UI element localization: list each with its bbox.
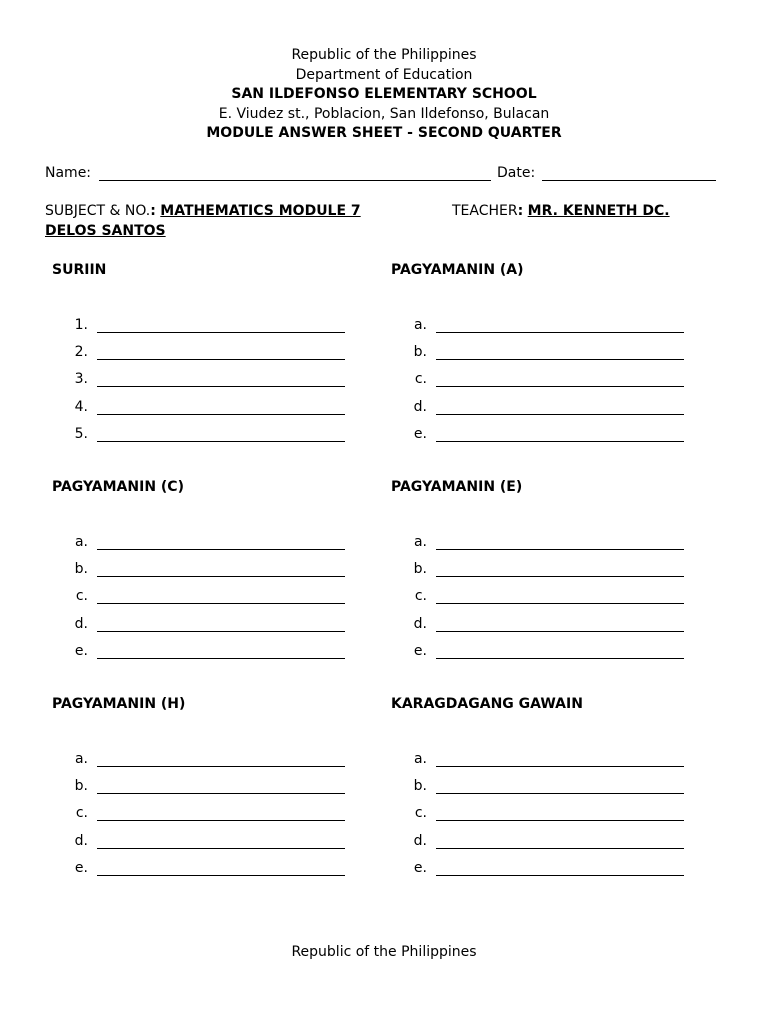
section-title: PAGYAMANIN (E) xyxy=(391,479,523,495)
answer-item-label: 5. xyxy=(74,425,88,442)
answer-line[interactable] xyxy=(436,848,684,849)
answer-item-label: d. xyxy=(74,832,88,849)
answer-line[interactable] xyxy=(436,603,684,604)
answer-item-label: c. xyxy=(414,371,427,388)
answer-item-label: e. xyxy=(413,859,427,876)
answer-item-label: c. xyxy=(414,588,427,605)
header-republic: Republic of the Philippines xyxy=(291,47,477,63)
answer-item-label: a. xyxy=(413,534,427,550)
answer-line[interactable] xyxy=(436,793,684,794)
subject-value: MATHEMATICS MODULE 7 xyxy=(160,203,361,219)
answer-item-label: c. xyxy=(75,805,88,822)
answer-line[interactable] xyxy=(436,414,684,415)
section-title: PAGYAMANIN (C) xyxy=(52,479,184,495)
teacher-line xyxy=(452,202,670,220)
subject-line xyxy=(45,202,361,220)
answer-item-label: b. xyxy=(74,561,88,578)
answer-item-label: e. xyxy=(413,425,427,442)
answer-line[interactable] xyxy=(436,332,684,333)
answer-item-label: c. xyxy=(414,805,427,822)
answer-line[interactable] xyxy=(97,875,345,876)
header-address: E. Viudez st., Poblacion, San Ildefonso, Bulacan xyxy=(218,106,550,122)
header-sheet-title: MODULE ANSWER SHEET - SECOND QUARTER xyxy=(206,125,562,141)
teacher-value-first: MR. KENNETH DC. xyxy=(527,203,670,219)
answer-line[interactable] xyxy=(97,332,345,333)
name-field[interactable] xyxy=(99,180,491,181)
answer-item-label: e. xyxy=(74,859,88,876)
subject-label: SUBJECT & NO. xyxy=(45,203,151,219)
answer-item-label: 3. xyxy=(74,371,88,388)
answer-line[interactable] xyxy=(436,386,684,387)
subject-separator: : xyxy=(150,203,156,219)
answer-item-label: a. xyxy=(413,317,427,333)
answer-line[interactable] xyxy=(97,658,345,659)
answer-line[interactable] xyxy=(436,658,684,659)
answer-item-label: d. xyxy=(413,832,427,849)
answer-item-label: a. xyxy=(74,534,88,550)
teacher-value-second: DELOS SANTOS xyxy=(45,223,166,239)
answer-line[interactable] xyxy=(97,848,345,849)
answer-item-label: a. xyxy=(74,751,88,767)
answer-line[interactable] xyxy=(97,766,345,767)
answer-line[interactable] xyxy=(97,549,345,550)
answer-item-label: e. xyxy=(413,642,427,659)
section-title: KARAGDAGANG GAWAIN xyxy=(391,696,583,712)
answer-line[interactable] xyxy=(97,576,345,577)
answer-line[interactable] xyxy=(436,820,684,821)
answer-line[interactable] xyxy=(436,875,684,876)
date-label: Date: xyxy=(497,165,536,181)
header-department: Department of Education xyxy=(295,67,473,83)
header-school: SAN ILDEFONSO ELEMENTARY SCHOOL xyxy=(231,86,537,102)
answer-line[interactable] xyxy=(436,441,684,442)
answer-line[interactable] xyxy=(436,549,684,550)
section-title: SURIIN xyxy=(52,262,107,278)
answer-item-label: d. xyxy=(413,398,427,415)
teacher-label: TEACHER xyxy=(452,203,518,219)
answer-line[interactable] xyxy=(436,766,684,767)
answer-item-label: a. xyxy=(413,751,427,767)
answer-line[interactable] xyxy=(97,414,345,415)
answer-line[interactable] xyxy=(436,576,684,577)
teacher-separator: : xyxy=(517,203,524,219)
name-label: Name: xyxy=(45,165,92,181)
section-title: PAGYAMANIN (H) xyxy=(52,696,186,712)
answer-item-label: d. xyxy=(413,615,427,632)
answer-item-label: 2. xyxy=(74,344,88,361)
answer-line[interactable] xyxy=(97,603,345,604)
answer-line[interactable] xyxy=(97,631,345,632)
answer-line[interactable] xyxy=(97,441,345,442)
answer-line[interactable] xyxy=(436,631,684,632)
answer-item-label: b. xyxy=(413,778,427,795)
answer-line[interactable] xyxy=(97,359,345,360)
answer-line[interactable] xyxy=(436,359,684,360)
answer-line[interactable] xyxy=(97,820,345,821)
answer-item-label: e. xyxy=(74,642,88,659)
answer-line[interactable] xyxy=(97,793,345,794)
section-title: PAGYAMANIN (A) xyxy=(391,262,524,278)
answer-item-label: 1. xyxy=(74,317,88,333)
answer-line[interactable] xyxy=(97,386,345,387)
answer-item-label: d. xyxy=(74,615,88,632)
answer-item-label: b. xyxy=(74,778,88,795)
answer-item-label: 4. xyxy=(74,398,88,415)
answer-item-label: c. xyxy=(75,588,88,605)
date-field[interactable] xyxy=(542,180,716,181)
footer-republic: Republic of the Philippines xyxy=(291,944,477,960)
answer-item-label: b. xyxy=(413,561,427,578)
answer-item-label: b. xyxy=(413,344,427,361)
